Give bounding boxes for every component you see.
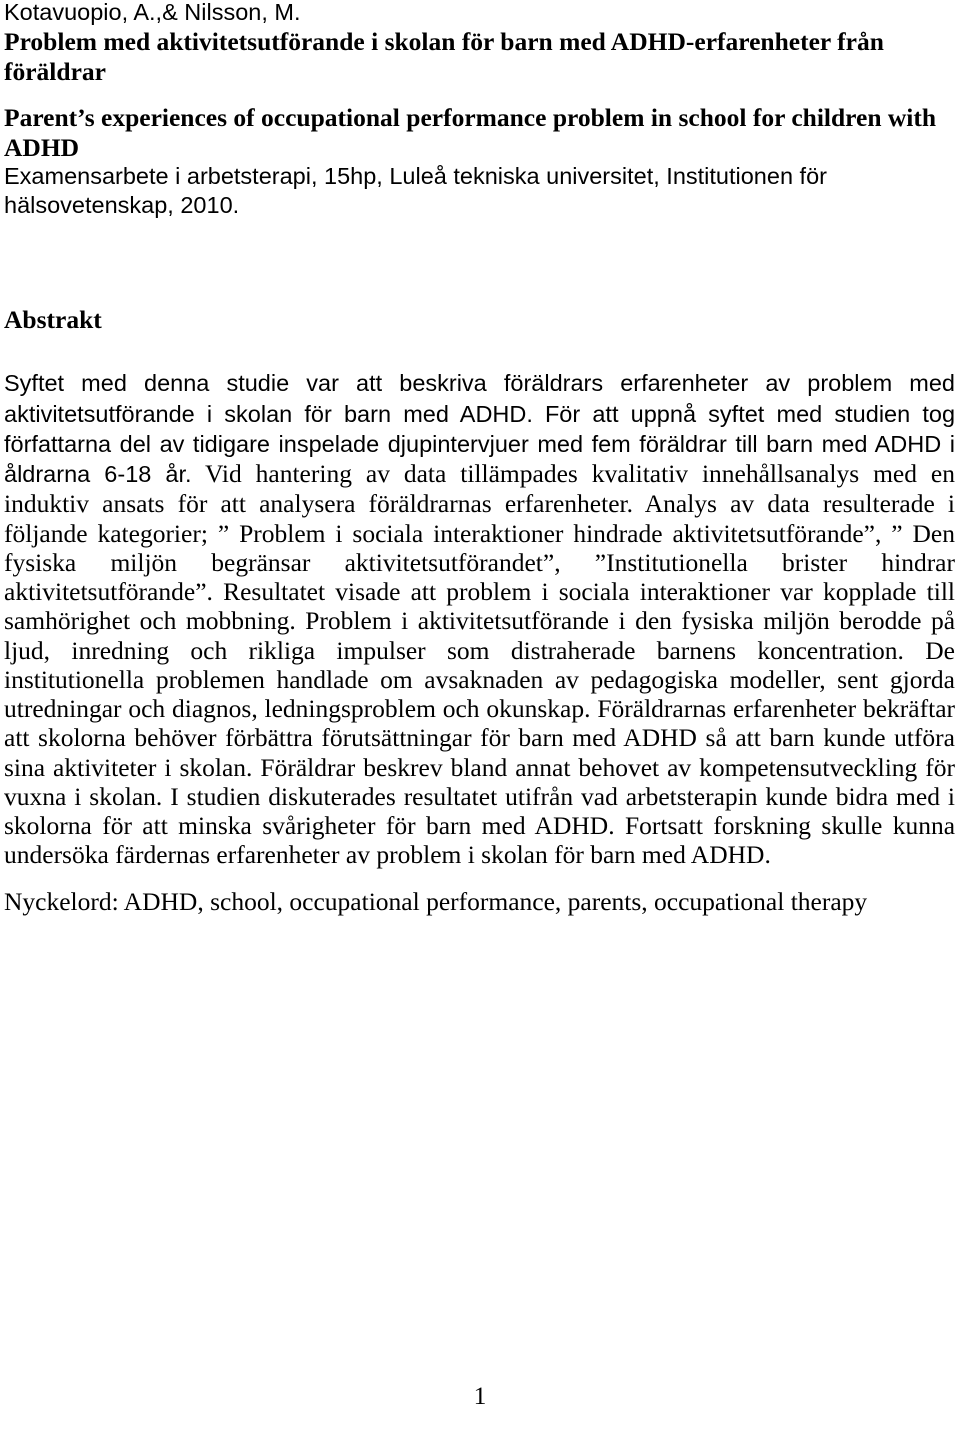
keywords-line: Nyckelord: ADHD, school, occupational performance, parents, occupational therapy (4, 887, 868, 917)
title-swedish: Problem med aktivitetsutförande i skolan för barn med ADHD-erfarenheter från föräldrar (4, 27, 884, 86)
author-line: Kotavuopio, A.,& Nilsson, M. (4, 0, 301, 25)
abstract-sentence: Syftet med denna studie var att beskriva föräldrars erfarenheter av problem med aktivitetsutförande i skolan för barn med ADHD. (4, 370, 955, 427)
abstract-body (4, 368, 955, 869)
abstract-sentence: För att uppnå syftet med studien tog författarna del av tidigare inspelade djupintervjuer med fem föräldrar till barn med ADHD i åldrarna 6-18 år. (4, 400, 956, 488)
title-english: Parent’s experiences of occupational performance problem in school for children with ADHD (4, 103, 937, 162)
abstract-sentence: Föräldrarnas erfarenheter bekräftar att skolorna behöver förbättra förutsättningar för barn med ADHD så att barn kunde utföra sina aktiviteter i skolan. (4, 694, 955, 782)
abstract-heading: Abstrakt (4, 305, 102, 335)
abstract-sentence: Vid hantering av data tillämpades kvalitativ innehållsanalys med en induktiv ansats för att analysera föräldrarnas erfarenheter. (4, 459, 955, 519)
abstract-sentence: I studien diskuterades resultatet utifrån vad arbetsterapin kunde bidra med i skolorna för att minska svårigheter för barn med ADHD. (4, 781, 955, 841)
abstract-sentence: Resultatet visade att problem i sociala interaktioner var kopplade till samhörighet och mobbning. (4, 577, 955, 636)
abstract-sentence: De institutionella problemen handlade om avsaknaden av pedagogiska modeller, sent gjorda utredningar och diagnos, ledningsproblem och okunskap. (4, 635, 955, 724)
page-number: 1 (473, 1381, 487, 1410)
abstract-sentence: Fortsatt forskning skulle kunna undersöka färdernas erfarenheter av problem i skolan för barn med ADHD. (4, 811, 956, 870)
abstract-sentence: Problem i aktivitetsutförande i den fysiska miljön berodde på ljud, inredning och rikliga impulser som distraherade barnens koncentration. (4, 606, 956, 665)
abstract-sentence: Föräldrar beskrev bland annat behovet av kompetensutveckling för vuxna i skolan. (4, 752, 955, 811)
thesis-info: Examensarbete i arbetsterapi, 15hp, Luleå tekniska universitet, Institutionen för hälsovetenskap, 2010. (4, 162, 827, 219)
document-page (4, 0, 955, 917)
abstract-sentence: Analys av data resulterade i följande kategorier; ” Problem i sociala interaktioner hindrade aktivitetsutförande”, ” Den fysiska miljön begränsar aktivitetsutförandet”, ”Institutionella brister hindrar aktivitetsutförande”. (4, 489, 956, 607)
